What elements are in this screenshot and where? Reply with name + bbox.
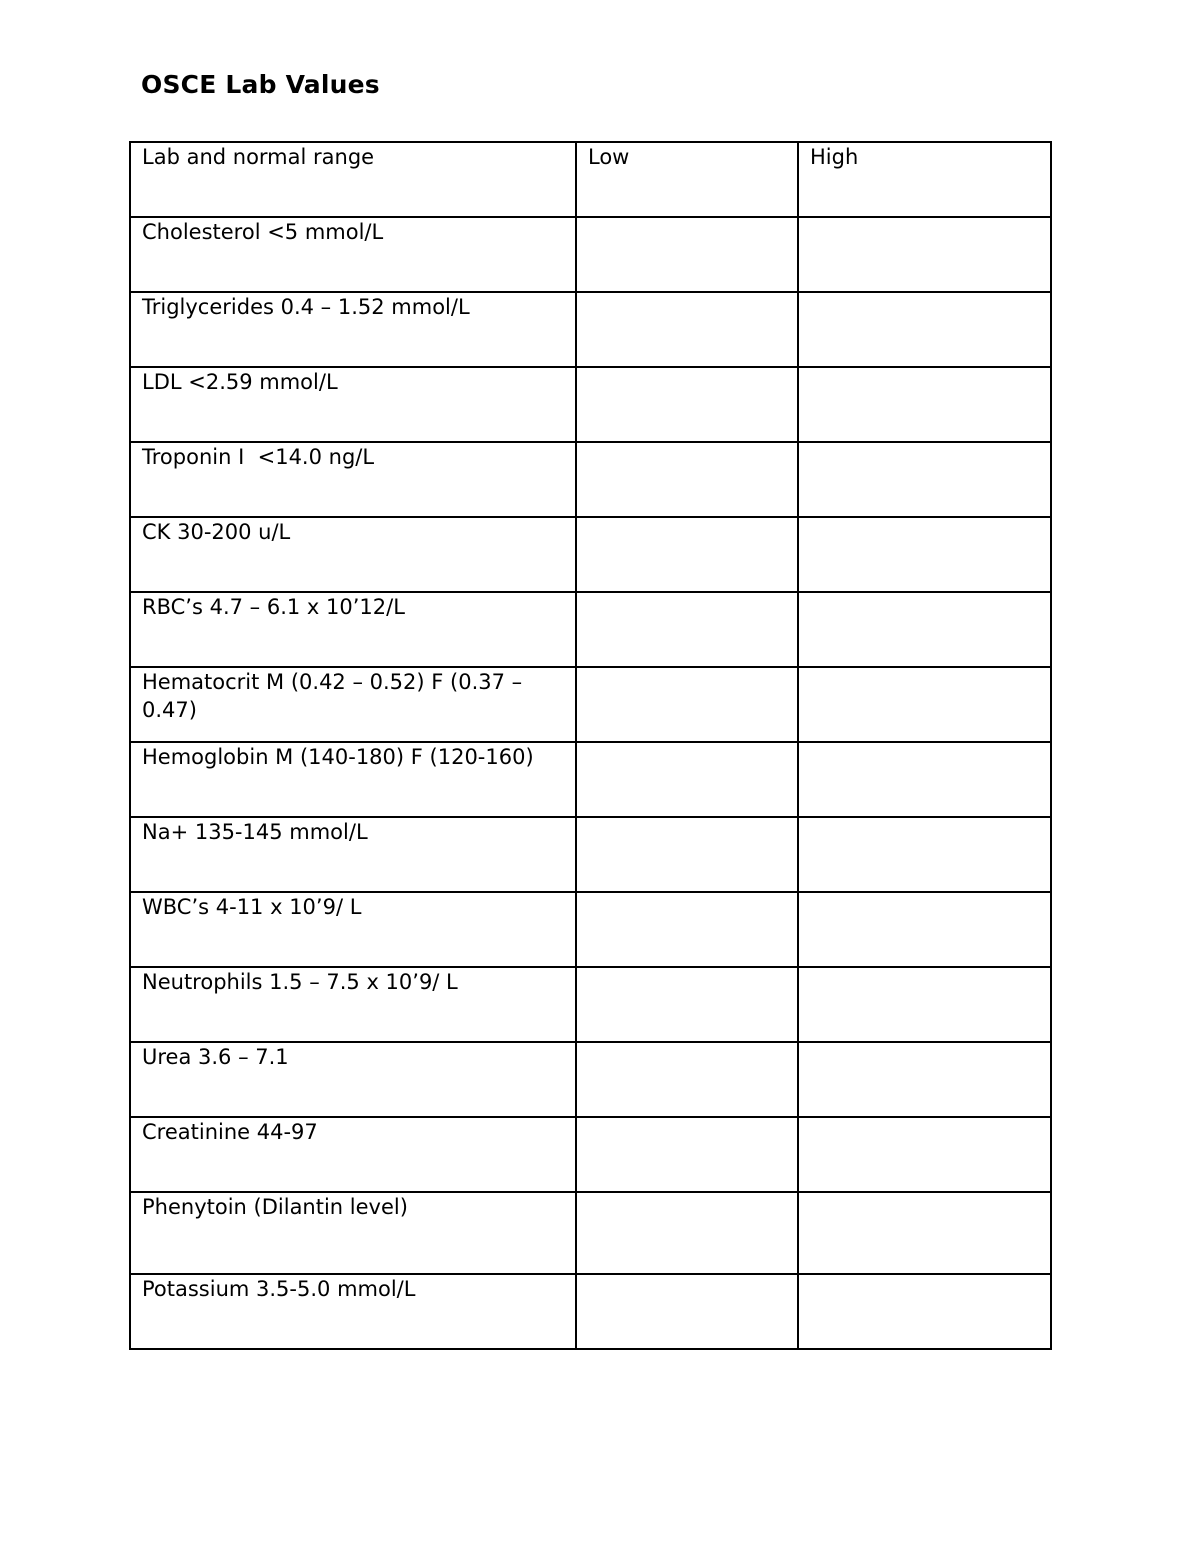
high-cell[interactable]	[798, 517, 1051, 592]
lab-cell	[130, 1192, 576, 1274]
lab-name: Neutrophils 1.5 – 7.5 x 10’9/ L	[142, 970, 458, 994]
table-row	[130, 517, 1051, 592]
table-row	[130, 1042, 1051, 1117]
high-cell[interactable]	[798, 1192, 1051, 1274]
lab-name: WBC’s 4-11 x 10’9/ L	[142, 895, 362, 919]
lab-cell	[130, 1274, 576, 1349]
lab-cell	[130, 667, 576, 742]
lab-name: Potassium 3.5-5.0 mmol/L	[142, 1277, 416, 1301]
table-row	[130, 592, 1051, 667]
header-label-low: Low	[588, 145, 630, 169]
table-row	[130, 967, 1051, 1042]
low-cell[interactable]	[576, 667, 798, 742]
lab-name: Phenytoin (Dilantin level)	[142, 1195, 408, 1219]
table-row	[130, 817, 1051, 892]
high-cell[interactable]	[798, 217, 1051, 292]
low-cell[interactable]	[576, 892, 798, 967]
low-cell[interactable]	[576, 967, 798, 1042]
lab-name: Hemoglobin M (140-180) F (120-160)	[142, 745, 534, 769]
lab-name: Troponin I <14.0 ng/L	[142, 445, 375, 469]
high-cell[interactable]	[798, 367, 1051, 442]
high-cell[interactable]	[798, 667, 1051, 742]
lab-cell	[130, 517, 576, 592]
header-cell-lab	[130, 142, 576, 217]
table-row	[130, 1192, 1051, 1274]
high-cell[interactable]	[798, 592, 1051, 667]
low-cell[interactable]	[576, 442, 798, 517]
low-cell[interactable]	[576, 1192, 798, 1274]
table-row	[130, 667, 1051, 742]
lab-name: Urea 3.6 – 7.1	[142, 1045, 289, 1069]
table-row	[130, 292, 1051, 367]
table-row	[130, 442, 1051, 517]
lab-name: Creatinine 44-97	[142, 1120, 318, 1144]
lab-name: Triglycerides 0.4 – 1.52 mmol/L	[142, 295, 470, 319]
lab-name: LDL <2.59 mmol/L	[142, 370, 338, 394]
high-cell[interactable]	[798, 1274, 1051, 1349]
header-cell-low	[576, 142, 798, 217]
high-cell[interactable]	[798, 967, 1051, 1042]
low-cell[interactable]	[576, 367, 798, 442]
low-cell[interactable]	[576, 817, 798, 892]
table-row	[130, 1117, 1051, 1192]
lab-name: Na+ 135-145 mmol/L	[142, 820, 368, 844]
low-cell[interactable]	[576, 517, 798, 592]
high-cell[interactable]	[798, 442, 1051, 517]
lab-cell	[130, 742, 576, 817]
lab-cell	[130, 1042, 576, 1117]
page-title: OSCE Lab Values	[141, 70, 380, 99]
lab-cell	[130, 367, 576, 442]
lab-cell	[130, 442, 576, 517]
low-cell[interactable]	[576, 592, 798, 667]
lab-name: Hematocrit M (0.42 – 0.52) F (0.37 – 0.47)	[142, 670, 523, 722]
table-row	[130, 217, 1051, 292]
table-row	[130, 892, 1051, 967]
high-cell[interactable]	[798, 1042, 1051, 1117]
table-row	[130, 367, 1051, 442]
header-label-high: High	[810, 145, 859, 169]
high-cell[interactable]	[798, 292, 1051, 367]
lab-cell	[130, 292, 576, 367]
low-cell[interactable]	[576, 1042, 798, 1117]
lab-cell	[130, 217, 576, 292]
high-cell[interactable]	[798, 1117, 1051, 1192]
header-label-lab: Lab and normal range	[142, 145, 375, 169]
header-cell-high	[798, 142, 1051, 217]
low-cell[interactable]	[576, 1274, 798, 1349]
lab-cell	[130, 967, 576, 1042]
lab-cell	[130, 1117, 576, 1192]
lab-cell	[130, 592, 576, 667]
lab-cell	[130, 817, 576, 892]
table-row	[130, 742, 1051, 817]
high-cell[interactable]	[798, 742, 1051, 817]
low-cell[interactable]	[576, 742, 798, 817]
high-cell[interactable]	[798, 892, 1051, 967]
high-cell[interactable]	[798, 817, 1051, 892]
lab-name: Cholesterol <5 mmol/L	[142, 220, 384, 244]
table-row	[130, 1274, 1051, 1349]
low-cell[interactable]	[576, 217, 798, 292]
lab-cell	[130, 892, 576, 967]
low-cell[interactable]	[576, 1117, 798, 1192]
lab-name: CK 30-200 u/L	[142, 520, 291, 544]
low-cell[interactable]	[576, 292, 798, 367]
table-header-row	[130, 142, 1051, 217]
lab-name: RBC’s 4.7 – 6.1 x 10’12/L	[142, 595, 405, 619]
lab-values-table	[129, 141, 1052, 1350]
